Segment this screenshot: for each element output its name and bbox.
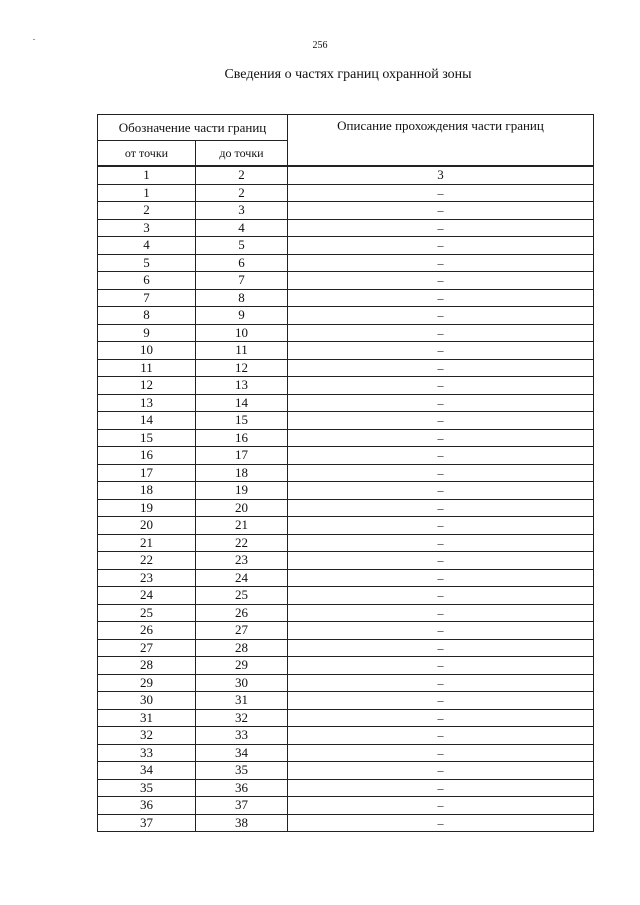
table-row [98,289,594,307]
to-point-cell: 38 [196,814,288,832]
description-cell: – [288,517,594,535]
to-point-cell: 31 [196,692,288,710]
description-cell: – [288,814,594,832]
from-point-cell: 3 [98,219,196,237]
to-point-cell: 34 [196,744,288,762]
table-row [98,272,594,290]
table-row [98,499,594,517]
description-cell: – [288,219,594,237]
boundary-parts-table [97,114,594,832]
table-row [98,447,594,465]
table-row [98,569,594,587]
table-row [98,639,594,657]
to-point-cell: 23 [196,552,288,570]
description-cell: – [288,569,594,587]
description-cell: – [288,552,594,570]
to-point-cell: 5 [196,237,288,255]
description-cell: – [288,272,594,290]
to-point-cell: 10 [196,324,288,342]
table-row [98,587,594,605]
description-cell: – [288,534,594,552]
description-cell: – [288,202,594,220]
to-point-cell: 25 [196,587,288,605]
table-row [98,377,594,395]
description-cell: – [288,727,594,745]
table-row [98,184,594,202]
table-row [98,394,594,412]
column-index-cell: 3 [288,166,594,184]
table-row [98,342,594,360]
table-row [98,254,594,272]
description-cell: – [288,674,594,692]
table-row [98,814,594,832]
header-from-point: от точки [98,141,196,167]
table-row [98,692,594,710]
from-point-cell: 22 [98,552,196,570]
table-row [98,324,594,342]
from-point-cell: 10 [98,342,196,360]
to-point-cell: 33 [196,727,288,745]
from-point-cell: 11 [98,359,196,377]
from-point-cell: 5 [98,254,196,272]
to-point-cell: 28 [196,639,288,657]
table-row [98,674,594,692]
to-point-cell: 17 [196,447,288,465]
to-point-cell: 24 [196,569,288,587]
to-point-cell: 35 [196,762,288,780]
from-point-cell: 35 [98,779,196,797]
to-point-cell: 15 [196,412,288,430]
from-point-cell: 26 [98,622,196,640]
from-point-cell: 8 [98,307,196,325]
from-point-cell: 23 [98,569,196,587]
description-cell: – [288,412,594,430]
table-row [98,464,594,482]
description-cell: – [288,744,594,762]
table-row [98,517,594,535]
table-row [98,744,594,762]
to-point-cell: 7 [196,272,288,290]
from-point-cell: 16 [98,447,196,465]
to-point-cell: 6 [196,254,288,272]
description-cell: – [288,797,594,815]
description-cell: – [288,587,594,605]
to-point-cell: 32 [196,709,288,727]
to-point-cell: 29 [196,657,288,675]
table-row [98,604,594,622]
column-index-cell: 2 [196,166,288,184]
from-point-cell: 30 [98,692,196,710]
column-index-cell: 1 [98,166,196,184]
header-description: Описание прохождения части границ [288,115,594,167]
to-point-cell: 9 [196,307,288,325]
table-row [98,622,594,640]
to-point-cell: 3 [196,202,288,220]
table-row [98,412,594,430]
from-point-cell: 27 [98,639,196,657]
from-point-cell: 14 [98,412,196,430]
from-point-cell: 9 [98,324,196,342]
from-point-cell: 20 [98,517,196,535]
description-cell: – [288,622,594,640]
from-point-cell: 33 [98,744,196,762]
description-cell: – [288,499,594,517]
description-cell: – [288,394,594,412]
from-point-cell: 6 [98,272,196,290]
table-row [98,219,594,237]
to-point-cell: 14 [196,394,288,412]
column-index-row [98,166,594,184]
to-point-cell: 26 [196,604,288,622]
description-cell: – [288,289,594,307]
from-point-cell: 2 [98,202,196,220]
table-row [98,307,594,325]
description-cell: – [288,482,594,500]
to-point-cell: 18 [196,464,288,482]
to-point-cell: 30 [196,674,288,692]
description-cell: – [288,359,594,377]
description-cell: – [288,692,594,710]
to-point-cell: 37 [196,797,288,815]
to-point-cell: 21 [196,517,288,535]
from-point-cell: 25 [98,604,196,622]
from-point-cell: 31 [98,709,196,727]
to-point-cell: 27 [196,622,288,640]
from-point-cell: 34 [98,762,196,780]
table-row [98,359,594,377]
to-point-cell: 11 [196,342,288,360]
from-point-cell: 13 [98,394,196,412]
table-row [98,779,594,797]
table-row [98,552,594,570]
table-row [98,797,594,815]
table-row [98,429,594,447]
table-row [98,727,594,745]
to-point-cell: 19 [196,482,288,500]
to-point-cell: 22 [196,534,288,552]
to-point-cell: 16 [196,429,288,447]
from-point-cell: 1 [98,184,196,202]
description-cell: – [288,237,594,255]
table-row [98,237,594,255]
to-point-cell: 8 [196,289,288,307]
table-row [98,709,594,727]
from-point-cell: 29 [98,674,196,692]
table-row [98,202,594,220]
description-cell: – [288,447,594,465]
from-point-cell: 19 [98,499,196,517]
to-point-cell: 20 [196,499,288,517]
table-row [98,482,594,500]
table-row [98,762,594,780]
to-point-cell: 2 [196,184,288,202]
description-cell: – [288,342,594,360]
from-point-cell: 4 [98,237,196,255]
header-to-point: до точки [196,141,288,167]
table-row [98,657,594,675]
description-cell: – [288,604,594,622]
from-point-cell: 12 [98,377,196,395]
page-number: 256 [312,40,328,51]
from-point-cell: 37 [98,814,196,832]
to-point-cell: 4 [196,219,288,237]
from-point-cell: 28 [98,657,196,675]
description-cell: – [288,639,594,657]
description-cell: – [288,709,594,727]
description-cell: – [288,657,594,675]
from-point-cell: 15 [98,429,196,447]
description-cell: – [288,464,594,482]
from-point-cell: 7 [98,289,196,307]
to-point-cell: 12 [196,359,288,377]
table-row [98,534,594,552]
from-point-cell: 36 [98,797,196,815]
from-point-cell: 32 [98,727,196,745]
to-point-cell: 13 [196,377,288,395]
description-cell: – [288,184,594,202]
description-cell: – [288,307,594,325]
description-cell: – [288,254,594,272]
description-cell: – [288,762,594,780]
description-cell: – [288,779,594,797]
from-point-cell: 24 [98,587,196,605]
header-boundary-designation: Обозначение части границ [98,115,288,141]
from-point-cell: 21 [98,534,196,552]
description-cell: – [288,377,594,395]
description-cell: – [288,324,594,342]
document-title: Сведения о частях границ охранной зоны [224,67,472,82]
from-point-cell: 18 [98,482,196,500]
to-point-cell: 36 [196,779,288,797]
description-cell: – [288,429,594,447]
from-point-cell: 17 [98,464,196,482]
